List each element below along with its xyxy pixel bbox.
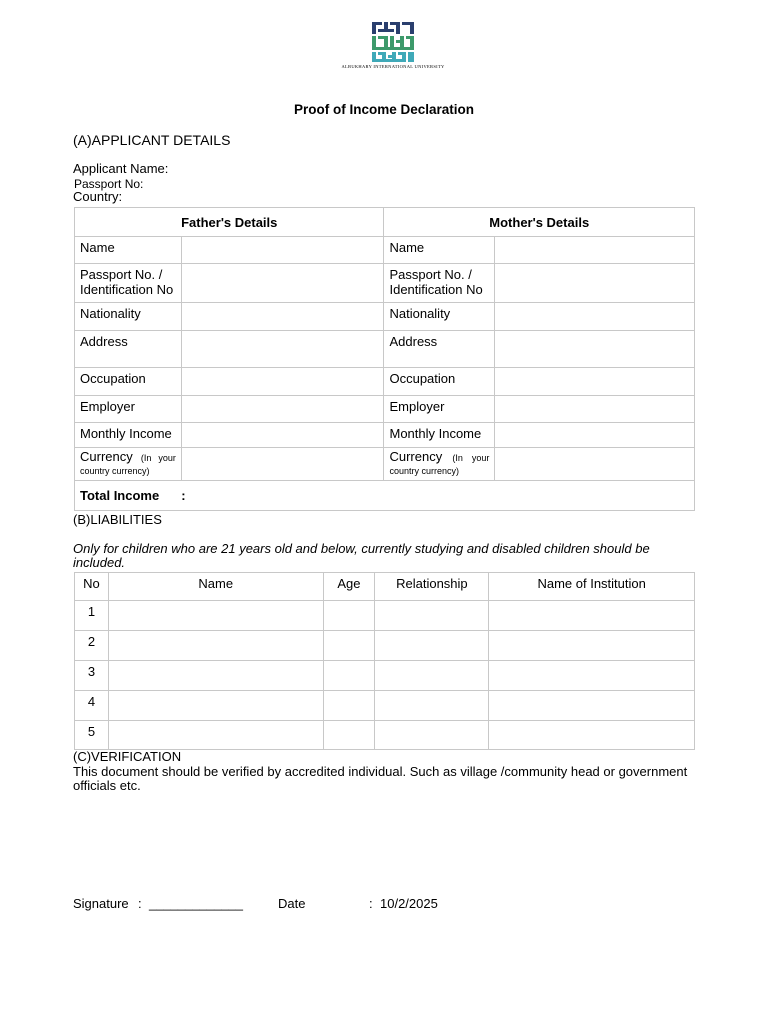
- logo-caption: ALBUKHARY INTERNATIONAL UNIVERSITY: [341, 64, 445, 69]
- child-name-field[interactable]: [108, 601, 323, 631]
- date-value[interactable]: 10/2/2025: [380, 896, 438, 911]
- parents-row-passport: [75, 264, 695, 303]
- parents-row-total-income: [75, 481, 695, 511]
- date-label: Date: [278, 896, 306, 911]
- child-age-field[interactable]: [323, 691, 375, 721]
- col-no-header: No: [75, 573, 109, 601]
- child-age-field[interactable]: [323, 601, 375, 631]
- child-relationship-field[interactable]: [375, 631, 489, 661]
- child-institution-field[interactable]: [489, 631, 695, 661]
- verification-text: This document should be verified by accredited individual. Such as village /community head or government officials etc.: [73, 764, 688, 793]
- father-currency-text: Currency: [80, 449, 133, 464]
- child-age-field[interactable]: [323, 631, 375, 661]
- father-currency-note: (In your country currency): [80, 453, 176, 476]
- child-relationship-field[interactable]: [375, 661, 489, 691]
- date-colon: :: [369, 896, 373, 911]
- child-relationship-field[interactable]: [375, 691, 489, 721]
- liabilities-row: [75, 691, 695, 721]
- row-number: 4: [75, 691, 109, 721]
- father-employer-label: Employer: [75, 396, 182, 423]
- col-name-header: Name: [108, 573, 323, 601]
- child-relationship-field[interactable]: [375, 721, 489, 750]
- section-b-heading: [73, 512, 162, 527]
- liabilities-row: [75, 601, 695, 631]
- mother-currency-label: [384, 448, 495, 481]
- father-name-label: Name: [75, 237, 182, 264]
- mother-occupation-label: Occupation: [384, 368, 495, 396]
- parents-row-employer: [75, 396, 695, 423]
- mother-currency-note: (In your country currency): [389, 453, 490, 476]
- liabilities-table: [74, 572, 695, 750]
- child-name-field[interactable]: [108, 631, 323, 661]
- mother-passport-label: Passport No. / Identification No: [384, 264, 495, 303]
- parents-row-nationality: [75, 303, 695, 331]
- mother-nationality-field[interactable]: [495, 303, 695, 331]
- child-age-field[interactable]: [323, 661, 375, 691]
- father-nationality-label: Nationality: [75, 303, 182, 331]
- mother-employer-label: Employer: [384, 396, 495, 423]
- section-b-number: (B): [73, 512, 91, 527]
- child-institution-field[interactable]: [489, 691, 695, 721]
- mother-name-label: Name: [384, 237, 495, 264]
- section-a-number: (A): [73, 132, 92, 148]
- liabilities-note: Only for children who are 21 years old and below, currently studying and disabled children should be included.: [73, 541, 650, 570]
- total-income-label: Total Income: [80, 488, 160, 503]
- father-income-label: Monthly Income: [75, 423, 182, 448]
- parents-table-header-row: [75, 208, 695, 237]
- father-employer-field[interactable]: [181, 396, 384, 423]
- signature-colon: :: [138, 896, 142, 911]
- total-income-colon: :: [181, 488, 186, 503]
- mother-nationality-label: Nationality: [384, 303, 495, 331]
- section-c-title: VERIFICATION: [91, 749, 182, 764]
- parents-row-name: [75, 237, 695, 264]
- father-name-field[interactable]: [181, 237, 384, 264]
- father-details-header: Father's Details: [75, 208, 384, 237]
- parents-details-table: [74, 207, 695, 511]
- father-nationality-field[interactable]: [181, 303, 384, 331]
- row-number: 2: [75, 631, 109, 661]
- child-age-field[interactable]: [323, 721, 375, 750]
- row-number: 5: [75, 721, 109, 750]
- mother-address-field[interactable]: [495, 331, 695, 368]
- father-occupation-label: Occupation: [75, 368, 182, 396]
- signature-line[interactable]: _____________: [149, 896, 243, 911]
- father-passport-field[interactable]: [181, 264, 384, 303]
- child-relationship-field[interactable]: [375, 601, 489, 631]
- liabilities-row: [75, 631, 695, 661]
- liabilities-row: [75, 721, 695, 750]
- child-institution-field[interactable]: [489, 601, 695, 631]
- child-institution-field[interactable]: [489, 661, 695, 691]
- child-institution-field[interactable]: [489, 721, 695, 750]
- child-name-field[interactable]: [108, 661, 323, 691]
- section-c-number: (C): [73, 749, 92, 764]
- father-currency-field[interactable]: [181, 448, 384, 481]
- passport-label: Passport No:: [74, 177, 144, 191]
- liabilities-header-row: [75, 573, 695, 601]
- parents-row-currency: [75, 448, 695, 481]
- mother-employer-field[interactable]: [495, 396, 695, 423]
- section-a-heading: [73, 132, 230, 148]
- section-b-title: LIABILITIES: [90, 512, 162, 527]
- col-relationship-header: Relationship: [375, 573, 489, 601]
- section-c-heading: [73, 749, 181, 764]
- parents-row-address: [75, 331, 695, 368]
- child-name-field[interactable]: [108, 691, 323, 721]
- row-number: 1: [75, 601, 109, 631]
- father-address-label: Address: [75, 331, 182, 368]
- total-income-cell: [75, 481, 695, 511]
- country-label: Country:: [73, 189, 123, 204]
- mother-name-field[interactable]: [495, 237, 695, 264]
- liabilities-row: [75, 661, 695, 691]
- mother-occupation-field[interactable]: [495, 368, 695, 396]
- father-currency-label: [75, 448, 182, 481]
- child-name-field[interactable]: [108, 721, 323, 750]
- col-institution-header: Name of Institution: [489, 573, 695, 601]
- father-occupation-field[interactable]: [181, 368, 384, 396]
- mother-currency-text: Currency: [389, 449, 443, 464]
- parents-row-monthly-income: [75, 423, 695, 448]
- applicant-name-label: Applicant Name:: [73, 161, 169, 176]
- section-a-title: APPLICANT DETAILS: [91, 132, 231, 148]
- mother-passport-field[interactable]: [495, 264, 695, 303]
- mother-address-label: Address: [384, 331, 495, 368]
- col-age-header: Age: [323, 573, 375, 601]
- father-address-field[interactable]: [181, 331, 384, 368]
- signature-label: Signature: [73, 896, 129, 911]
- father-passport-label: Passport No. / Identification No: [75, 264, 182, 303]
- mother-details-header: Mother's Details: [384, 208, 695, 237]
- mother-income-field[interactable]: [495, 423, 695, 448]
- page-title: Proof of Income Declaration: [293, 102, 475, 117]
- parents-row-occupation: [75, 368, 695, 396]
- mother-income-label: Monthly Income: [384, 423, 495, 448]
- father-income-field[interactable]: [181, 423, 384, 448]
- row-number: 3: [75, 661, 109, 691]
- mother-currency-field[interactable]: [495, 448, 695, 481]
